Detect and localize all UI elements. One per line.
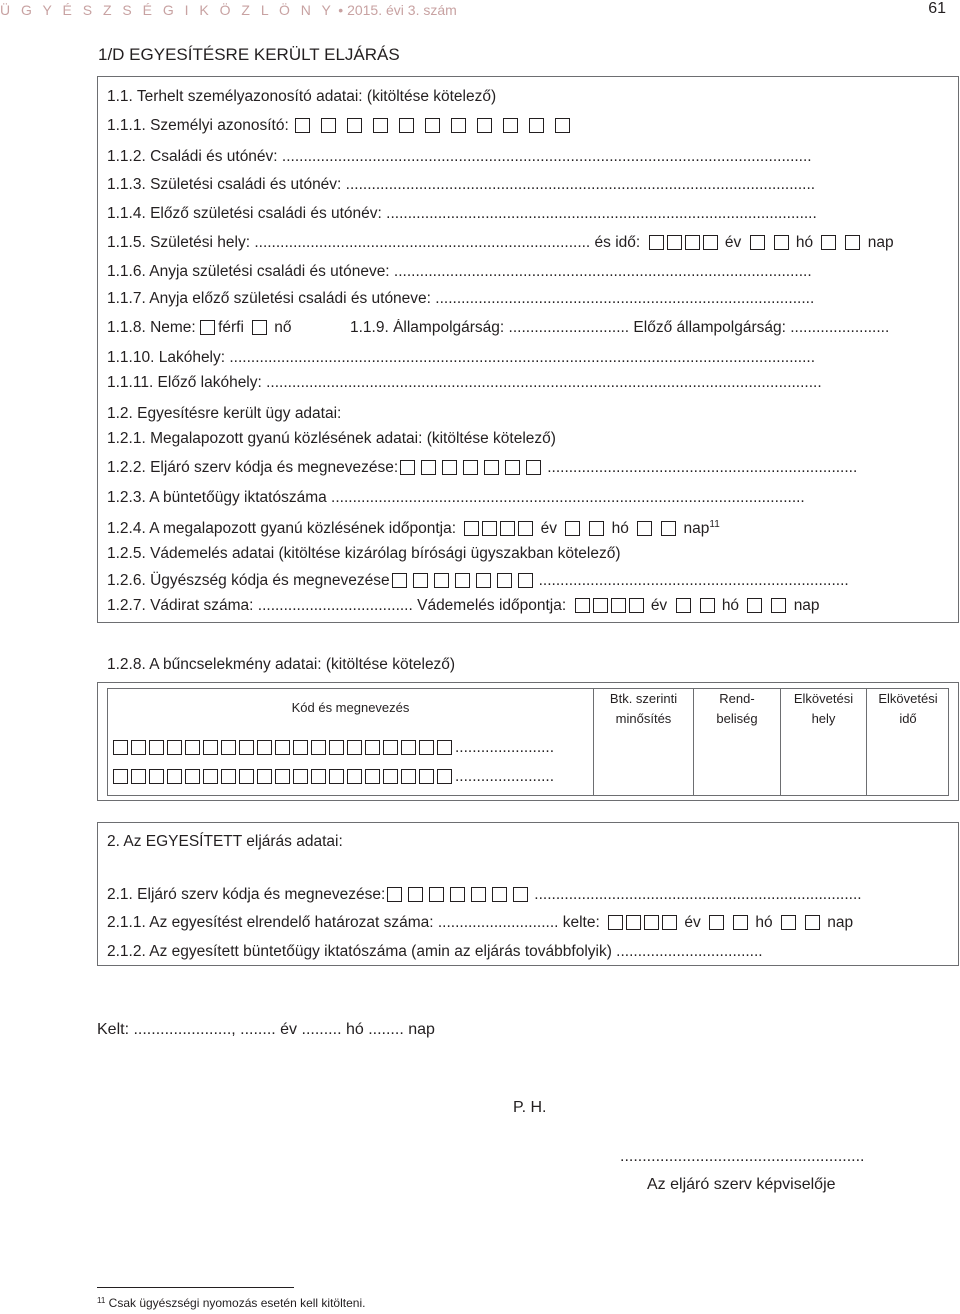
line-1-1-1 (107, 117, 581, 135)
male-label: férfi (218, 319, 244, 336)
line-2-1-2[interactable]: 2.1.2. Az egyesített büntetőügy iktatószáma (amin az eljárás továbbfolyik) .................................. (107, 943, 763, 960)
personal-id-label: 1.1.1. Személyi azonosító: (107, 117, 289, 134)
line-1-2-7[interactable] (107, 597, 820, 615)
line-1-2-5: 1.2.5. Vádemelés adatai (kitöltése kizárólag bírósági ügyszakban kötelező) (107, 545, 621, 562)
line-1-1-8 (107, 319, 291, 337)
year-label: év (650, 597, 668, 614)
footnote-number: 11 (97, 1296, 106, 1305)
footnote-ref: 11 (709, 519, 720, 530)
personal-id-boxes[interactable] (295, 117, 581, 134)
day-label: nap (867, 234, 894, 251)
line-1-2-8: 1.2.8. A bűncselekmény adatai: (kitöltése kötelező) (107, 656, 456, 673)
indictment-label: 1.2.7. Vádirat száma: .................................... Vádemelés időpontja: (107, 597, 567, 614)
line-1-1-2[interactable]: 1.1.2. Családi és utónév: ........................................................................................................................... (107, 148, 812, 165)
line-1-1-10[interactable]: 1.1.10. Lakóhely: ........................................................................................................................................ (107, 349, 816, 366)
line-1-2-4[interactable] (107, 519, 720, 538)
line-1-2: 1.2. Egyesítésre került ügy adatai: (107, 405, 342, 422)
page-number: 61 (928, 0, 946, 17)
journal-header (0, 2, 457, 18)
suspicion-date-label: 1.2.4. A megalapozott gyanú közlésének időpontja: (107, 520, 456, 537)
month-label: hó (611, 520, 629, 537)
year-label: év (540, 520, 557, 537)
authority-code-boxes (400, 459, 547, 476)
col-recurrence: Rend- beliség (716, 691, 758, 726)
female-label: nő (274, 319, 292, 336)
line-2: 2. Az EGYESÍTETT eljárás adatai: (107, 833, 343, 850)
male-checkbox[interactable] (200, 320, 215, 335)
signature-label: Az eljáró szerv képviselője (647, 1176, 836, 1193)
row-dots: ....................... (455, 768, 555, 785)
line-1-1-7[interactable]: 1.1.7. Anyja előző születési családi és utóneve: ........................................................................................ (107, 290, 815, 307)
day-label: nap (683, 520, 710, 537)
month-label: hó (795, 234, 814, 251)
footnote (97, 1296, 365, 1310)
line-1-2-1: 1.2.1. Megalapozott gyanú közlésének adatai: (kitöltése kötelező) (107, 430, 556, 447)
line-1-1-3[interactable]: 1.1.3. Születési családi és utónév: ............................................................................................................. (107, 176, 816, 193)
merged-authority-label: 2.1. Eljáró szerv kódja és megnevezése: (107, 886, 386, 903)
line-1-1-4[interactable]: 1.1.4. Előző születési családi és utónév: .................................................................................................... (107, 205, 817, 222)
authority-name-dots: ........................................................................ (547, 459, 858, 476)
authority-code-label: 1.2.2. Eljáró szerv kódja és megnevezése: (107, 459, 399, 476)
merge-decision-label: 2.1.1. Az egyesítést elrendelő határozat száma: ............................ kelte: (107, 914, 600, 931)
col-place: Elkövetési hely (793, 691, 854, 726)
section-title: 1/D EGYESÍTÉSRE KERÜLT ELJÁRÁS (98, 45, 400, 64)
prosecution-name-dots: ........................................................................ (538, 572, 849, 589)
birth-day-boxes (821, 234, 863, 251)
col-classification: Btk. szerinti minősítés (609, 691, 678, 726)
line-1-2-3[interactable]: 1.2.3. A büntetőügy iktatószáma .............................................................................................................. (107, 489, 805, 506)
year-label: év (724, 234, 742, 251)
footnote-rule (97, 1287, 294, 1288)
line-2-1-1[interactable] (107, 914, 853, 932)
line-1-2-6[interactable] (107, 572, 849, 590)
line-1-1: 1.1. Terhelt személyazonosító adatai: (kitöltése kötelező) (107, 88, 497, 105)
block2-frame (97, 682, 959, 801)
row-dots: ....................... (455, 739, 555, 756)
year-label: év (684, 914, 701, 931)
merged-authority-dots: ............................................................................ (534, 886, 862, 903)
line-1-1-6[interactable]: 1.1.6. Anyja születési családi és utóneve: ................................................................................................. (107, 263, 812, 280)
signature-dots[interactable]: ....................................................... (620, 1148, 865, 1165)
line-1-1-9[interactable]: 1.1.9. Állampolgárság: ............................ Előző állampolgárság: ....................... (350, 319, 890, 336)
birth-year-boxes (649, 234, 721, 251)
line-1-1-11[interactable]: 1.1.11. Előző lakóhely: ................................................................................................................................. (107, 374, 822, 391)
month-label: hó (755, 914, 773, 931)
journal-title: Ü G Y É S Z S É G I K Ö Z L Ö N Y (0, 2, 335, 18)
line-2-1[interactable] (107, 886, 862, 904)
prosecution-code-label: 1.2.6. Ügyészség kódja és megnevezése (107, 572, 390, 589)
footnote-text: Csak ügyészségi nyomozás esetén kell kitölteni. (108, 1296, 366, 1310)
day-label: nap (793, 597, 820, 614)
issue-label: 2015. évi 3. szám (347, 2, 457, 18)
col-time: Elkövetési idő (878, 691, 938, 726)
birth-place-label: 1.1.5. Születési hely: .............................................................................. és idő: (107, 234, 641, 251)
day-label: nap (827, 914, 854, 931)
header-bullet: • (338, 2, 344, 18)
sex-label: 1.1.8. Neme: (107, 319, 196, 336)
birth-month-boxes (750, 234, 792, 251)
line-1-2-2[interactable] (107, 459, 857, 477)
line-1-1-5[interactable] (107, 234, 894, 252)
stamp-label: P. H. (513, 1099, 547, 1116)
female-checkbox[interactable] (252, 320, 267, 335)
month-label: hó (721, 597, 740, 614)
col-code-name: Kód és megnevezés (291, 700, 410, 715)
kelt-line[interactable]: Kelt: ......................, ........ év ......... hó ........ nap (97, 1021, 435, 1038)
